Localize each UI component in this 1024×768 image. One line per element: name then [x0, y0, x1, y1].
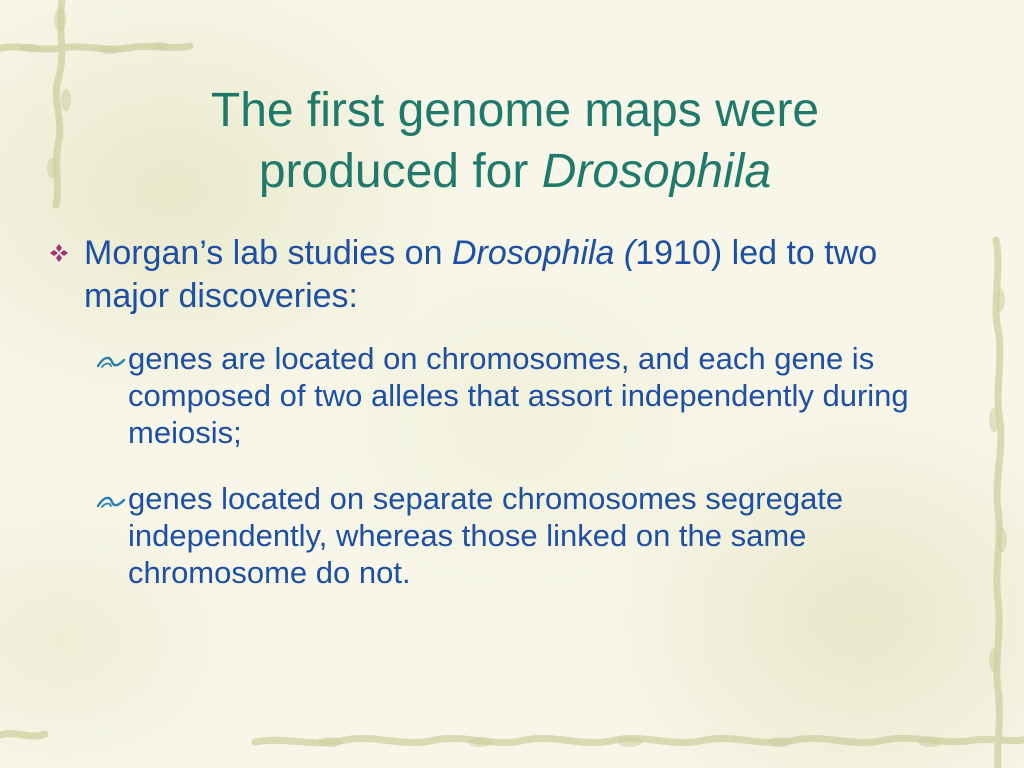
- diamond-cluster-bullet-icon: [50, 244, 68, 262]
- main-bullet-prefix: Morgan’s lab studies on: [84, 234, 452, 272]
- main-bullet-suffix: 1910) led to two major discoveries:: [84, 234, 878, 315]
- curl-swoosh-bullet-icon: [96, 492, 126, 510]
- title-line2-prefix: produced for: [258, 145, 542, 198]
- title-line2-italic: Drosophila: [541, 145, 772, 198]
- sub-bullet-text: genes located on separate chromosomes segregate independently, whereas those linked on the same chromosome do not.: [128, 481, 844, 590]
- title-line1: The first genome maps were: [210, 84, 820, 137]
- main-bullet-text: [84, 232, 954, 318]
- slide-title: [100, 80, 930, 202]
- main-bullet-italic: Drosophila (: [451, 234, 636, 272]
- curl-swoosh-bullet-icon: [96, 352, 126, 370]
- sub-bullet-text: genes are located on chromosomes, and each gene is composed of two alleles that assort independently during meiosis;: [128, 341, 909, 450]
